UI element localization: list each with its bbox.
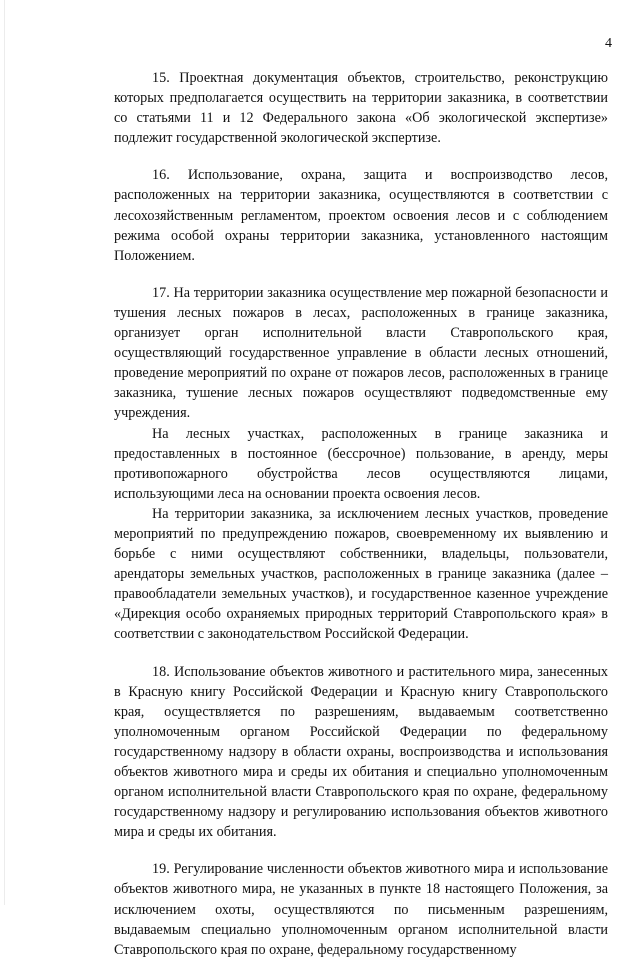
paragraph-17-territory: На территории заказника, за исключением лесных участков, проведение мероприятий по предупреждению пожаров, своевременному их выявлению и борьбе с ними осуществляют собственники, владельцы, пользователи, арендаторы земельных участков, расположенных в границе заказника (далее – правообладатели земельных участков), и государственное казенное учреждение «Дирекция особо охраняемых природных территорий Ставропольского края» в соответствии с законодательством Российской Федерации. [114,505,608,643]
paragraph-17-forest-plots: На лесных участках, расположенных в границе заказника и предоставленных в постоянное (бессрочное) пользование, в аренду, меры противопожарного обустройства лесов осуществляются лицами, использующими леса на основании проекта освоения лесов. [114,425,608,502]
paragraph-16: 16. Использование, охрана, защита и воспроизводство лесов, расположенных на территории заказника, осуществляются в соответствии с лесохозяйственным регламентом, проектом освоения лесов и с соблюдением режима особой охраны территории заказника, установленного настоящим Положением. [114,167,608,264]
paragraph-19: 19. Регулирование численности объектов животного мира и использование объектов животного мира, не указанных в пункте 18 настоящего Положения, за исключением охоты, осуществляются по письменным разрешениям, выдаваемым специально уполномоченным органом исполнительной власти Ставропольского края по охране, федеральному государственному [114,861,608,958]
page-number: 4 [605,36,612,51]
paragraph-15: 15. Проектная документация объектов, строительство, реконструкцию которых предполагается осуществить на территории заказника, в соответствии со статьями 11 и 12 Федерального закона «Об экологической экспертизе» подлежит государственной экологической экспертизе. [114,70,608,147]
document-body [114,68,608,960]
paragraph-18: 18. Использование объектов животного и растительного мира, занесенных в Красную книгу Российской Федерации и Красную книгу Ставропольского края, осуществляется по разрешениям, выдаваемым соответственно уполномоченным органом Российской Федерации по федеральному государственному надзору в области охраны, воспроизводства и использования объектов животного мира и среды их обитания и специально уполномоченным органом исполнительной власти Ставропольского края по охране, федеральному государственному надзору и регулированию использования объектов животного мира и среды их обитания. [114,663,608,841]
paragraph-17: 17. На территории заказника осуществление мер пожарной безопасности и тушения лесных пожаров в лесах, расположенных в границе заказника, организует орган исполнительной власти Ставропольского края, осуществляющий государственное управление в области лесных отношений, проведение мероприятий по охране от пожаров лесов, расположенных в границе заказника, тушение лесных пожаров осуществляют подведомственные ему учреждения. [114,284,608,422]
scan-edge [4,0,5,905]
